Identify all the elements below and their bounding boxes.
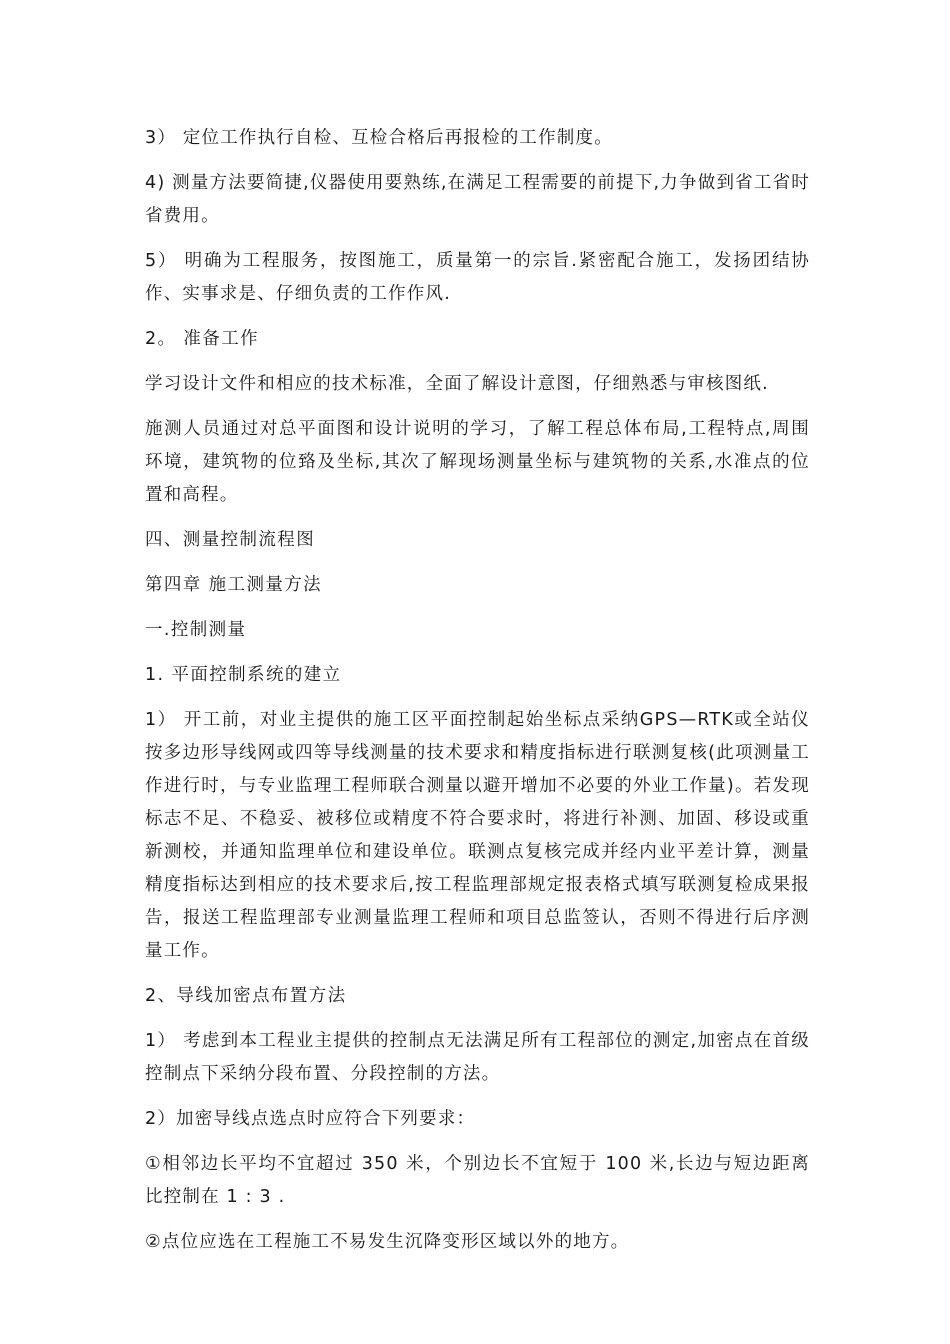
paragraph-densification-method: 1） 考虑到本工程业主提供的控制点无法满足所有工程部位的测定,加密点在首级控制点下采纳分段布置、分段控制的方法。: [145, 1031, 810, 1084]
paragraph-study-design: 学习设计文件和相应的技术标准，全面了解设计意图，仔细熟悉与审核图纸.: [145, 374, 769, 394]
document-body: [145, 122, 810, 1271]
paragraph-measurement-method: 4) 测量方法要简捷,仪器使用要熟练,在满足工程需要的前提下,力争做到省工省时省费用。: [145, 173, 810, 226]
chapter-heading-methods: 第四章 施工测量方法: [145, 575, 323, 595]
list-item-point-location: ②点位应选在工程施工不易发生沉降变形区域以外的地方。: [145, 1232, 630, 1252]
subsection-heading-densification: 2、导线加密点布置方法: [145, 986, 347, 1006]
section-heading-flowchart: 四、测量控制流程图: [145, 530, 316, 550]
subsection-heading-plane-control: 1. 平面控制系统的建立: [145, 665, 342, 685]
paragraph-before-construction: 1） 开工前，对业主提供的施工区平面控制起始坐标点采纳GPS—RTK或全站仪按多边形导线网或四等导线测量的技术要求和精度指标进行联测复核(此项测量工作进行时，与专业监理工程师联合测量以避开增加不必要的外业工作量)。若发现标志不足、不稳妥、被移位或精度不符合要求时，将进行补测、加固、移设或重新测校，并通知监理单位和建设单位。联测点复核完成并经内业平差计算，测量精度指标达到相应的技术要求后,按工程监理部规定报表格式填写联测复检成果报告，报送工程监理部专业测量监理工程师和项目总监签认，否则不得进行后序测量工作。: [145, 710, 810, 961]
list-item-edge-length: ①相邻边长平均不宜超过 350 米，个别边长不宜短于 100 米,长边与短边距离比控制在 1 : 3 .: [145, 1154, 810, 1207]
paragraph-selection-requirements: 2）加密导线点选点时应符合下列要求：: [145, 1109, 476, 1129]
section-heading-preparation: 2。 准备工作: [145, 329, 259, 349]
paragraph-service-principle: 5） 明确为工程服务，按图施工，质量第一的宗旨.紧密配合施工，发扬团结协作、实事求是、仔细负责的工作作风.: [145, 251, 810, 304]
paragraph-check-procedure: 3） 定位工作执行自检、互检合格后再报检的工作制度。: [145, 128, 613, 148]
paragraph-survey-staff: 施测人员通过对总平面图和设计说明的学习，了解工程总体布局,工程特点,周围环境，建筑物的位臵及坐标,其次了解现场测量坐标与建筑物的关系,水准点的位置和高程。: [145, 419, 810, 505]
section-heading-control-survey: 一.控制测量: [145, 620, 247, 640]
